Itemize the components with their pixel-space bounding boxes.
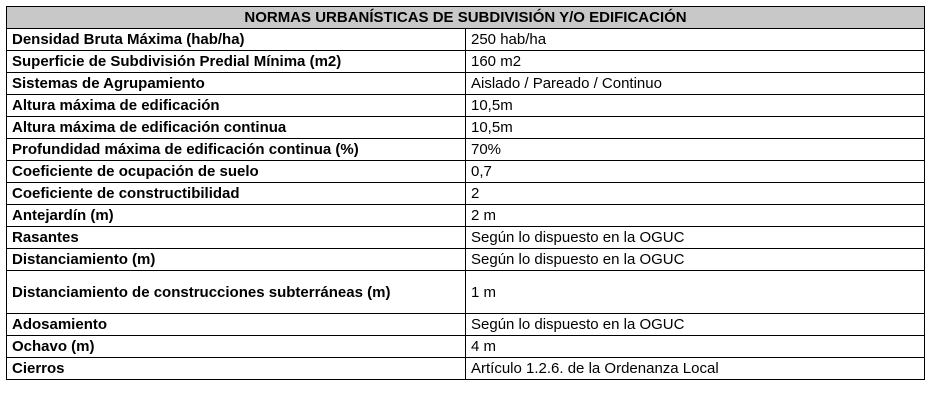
- row-label: Superficie de Subdivisión Predial Mínima (m2): [7, 51, 466, 73]
- row-value: 2 m: [466, 205, 925, 227]
- norms-table-container: [6, 6, 925, 380]
- row-label: Sistemas de Agrupamiento: [7, 73, 466, 95]
- row-value: Aislado / Pareado / Continuo: [466, 73, 925, 95]
- row-value: 0,7: [466, 161, 925, 183]
- table-row: [7, 336, 925, 358]
- row-value: Según lo dispuesto en la OGUC: [466, 227, 925, 249]
- table-header-row: [7, 7, 925, 29]
- row-label: Altura máxima de edificación continua: [7, 117, 466, 139]
- table-row: [7, 29, 925, 51]
- table-title: NORMAS URBANÍSTICAS DE SUBDIVISIÓN Y/O EDIFICACIÓN: [7, 7, 925, 29]
- table-row: [7, 227, 925, 249]
- row-label: Altura máxima de edificación: [7, 95, 466, 117]
- row-label: Adosamiento: [7, 314, 466, 336]
- row-label: Densidad Bruta Máxima (hab/ha): [7, 29, 466, 51]
- table-row: [7, 117, 925, 139]
- table-row: [7, 314, 925, 336]
- row-value: Según lo dispuesto en la OGUC: [466, 249, 925, 271]
- row-value: Artículo 1.2.6. de la Ordenanza Local: [466, 358, 925, 380]
- row-value: 1 m: [466, 271, 925, 314]
- table-row: [7, 271, 925, 314]
- table-row: [7, 51, 925, 73]
- row-label: Distanciamiento de construcciones subterráneas (m): [7, 271, 466, 314]
- table-row: [7, 139, 925, 161]
- table-row: [7, 358, 925, 380]
- row-value: Según lo dispuesto en la OGUC: [466, 314, 925, 336]
- row-value: 250 hab/ha: [466, 29, 925, 51]
- table-row: [7, 161, 925, 183]
- row-label: Rasantes: [7, 227, 466, 249]
- row-label: Antejardín (m): [7, 205, 466, 227]
- row-value: 4 m: [466, 336, 925, 358]
- table-row: [7, 249, 925, 271]
- row-label: Cierros: [7, 358, 466, 380]
- row-label: Profundidad máxima de edificación continua (%): [7, 139, 466, 161]
- table-row: [7, 183, 925, 205]
- row-value: 10,5m: [466, 117, 925, 139]
- table-row: [7, 95, 925, 117]
- row-label: Coeficiente de constructibilidad: [7, 183, 466, 205]
- table-row: [7, 73, 925, 95]
- row-label: Coeficiente de ocupación de suelo: [7, 161, 466, 183]
- table-row: [7, 205, 925, 227]
- norms-table: [6, 6, 925, 380]
- row-value: 2: [466, 183, 925, 205]
- row-label: Ochavo (m): [7, 336, 466, 358]
- row-value: 70%: [466, 139, 925, 161]
- row-label: Distanciamiento (m): [7, 249, 466, 271]
- row-value: 10,5m: [466, 95, 925, 117]
- row-value: 160 m2: [466, 51, 925, 73]
